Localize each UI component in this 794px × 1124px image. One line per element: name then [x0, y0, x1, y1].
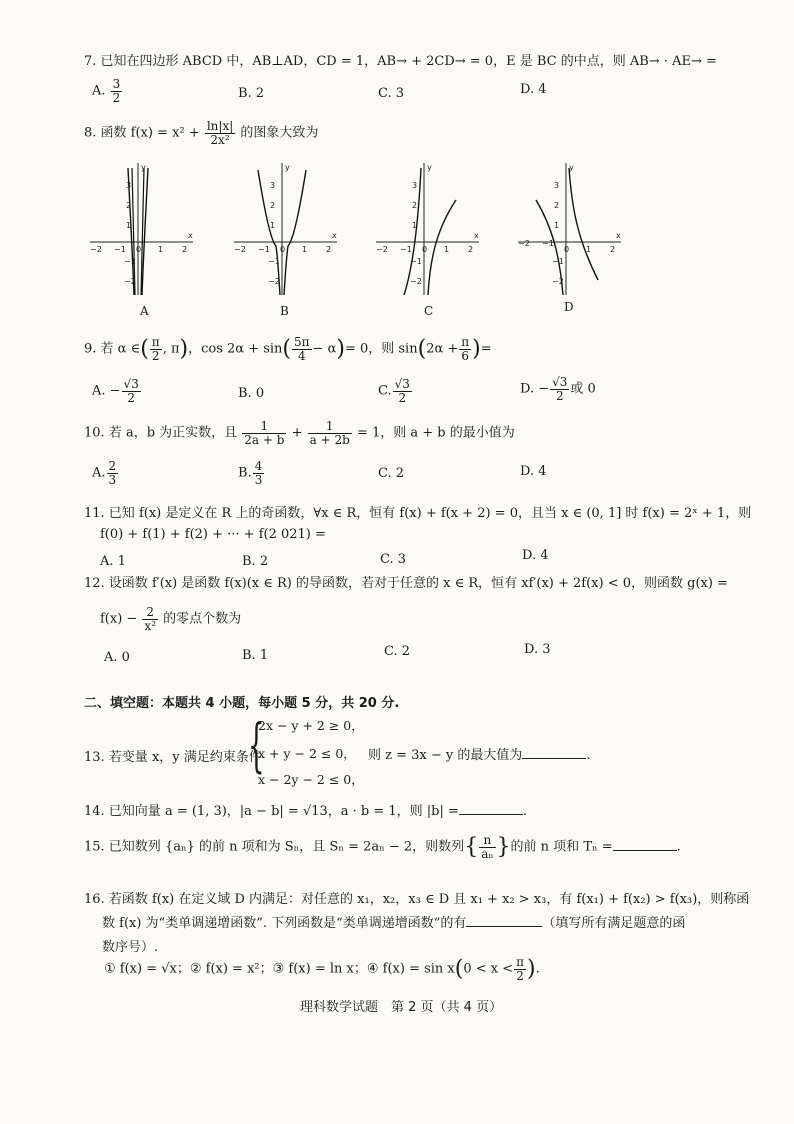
q11-option-d: D. 4	[522, 548, 549, 563]
graph-b	[232, 160, 342, 300]
fraction: $\frac{\pi}{2}$	[151, 335, 160, 363]
page-footer: 理科数学试题 第 2 页（共 4 页）	[300, 1000, 503, 1015]
svg-text:3: 3	[270, 181, 276, 190]
svg-text:2: 2	[326, 245, 332, 254]
q10-option-d: D. 4	[520, 464, 547, 479]
svg-text:x: x	[474, 231, 479, 240]
svg-text:−2: −2	[90, 245, 102, 254]
q12-option-b: B. 1	[242, 648, 269, 663]
brace-icon: {	[248, 711, 265, 779]
q8-stem: 8. 函数 f(x) = x² + $\frac{\ln|x|}{\text{2x²}}$ 的图象大致为	[84, 119, 319, 147]
svg-text:1: 1	[412, 221, 418, 230]
q11-line1: 11. 已知 f(x) 是定义在 R 上的奇函数，∀x ∈ R，恒有 f(x) + f(x + 2) = 0，且当 x ∈ (0, 1] 时 f(x) = 2ˣ + 1，则	[84, 506, 752, 521]
svg-text:y: y	[427, 163, 432, 172]
svg-text:1: 1	[126, 221, 132, 230]
svg-text:y: y	[569, 163, 574, 172]
q7-option-c: C. 3	[378, 86, 405, 101]
svg-text:2: 2	[610, 245, 616, 254]
svg-text:3: 3	[126, 181, 132, 190]
q10-option-a: A. $\frac{2}{3}$	[92, 459, 117, 487]
svg-text:x: x	[188, 231, 193, 240]
svg-text:1: 1	[586, 245, 592, 254]
q13-prefix: 13. 若变量 x，y 满足约束条件	[84, 750, 262, 765]
fraction: $\frac{4}{3}$	[254, 459, 263, 487]
svg-text:2: 2	[270, 201, 276, 210]
q12-option-c: C. 2	[384, 644, 411, 659]
q12-option-a: A. 0	[104, 650, 130, 665]
q13-constraint-2: x + y − 2 ≤ 0，	[258, 746, 356, 761]
answer-blank[interactable]	[613, 839, 677, 851]
q13-suffix: 则 z = 3x − y 的最大值为 .	[368, 748, 591, 763]
svg-text:−2: −2	[268, 277, 280, 286]
svg-text:−1: −1	[268, 257, 280, 266]
svg-text:−1: −1	[400, 245, 412, 254]
q9-stem: 9. 若 α ∈( $\frac{\pi}{2}$ , π)，cos 2α + sin( $\frac{5\pi}{4}$ − α)= 0，则 sin(2α + $\frac{\pi}{6}$ )=	[84, 335, 492, 363]
q7-stem: 7. 已知在四边形 ABCD 中，AB⊥AD，CD = 1，AB→ + 2CD→ = 0，E 是 BC 的中点，则 AB→ · AE→ =	[84, 54, 717, 69]
svg-text:−1: −1	[124, 257, 136, 266]
q10-option-c: C. 2	[378, 466, 405, 481]
svg-text:0: 0	[280, 245, 286, 254]
svg-text:0: 0	[422, 245, 428, 254]
svg-text:2: 2	[126, 201, 132, 210]
svg-text:−2: −2	[410, 277, 422, 286]
q10-option-b: B. $\frac{4}{3}$	[238, 459, 263, 487]
svg-text:1: 1	[444, 245, 450, 254]
svg-text:1: 1	[554, 221, 560, 230]
fraction: $\frac{1}{2a + b}$	[244, 419, 285, 447]
svg-text:3: 3	[554, 181, 560, 190]
svg-text:0: 0	[136, 245, 142, 254]
fraction: $\frac{2}{\text{x²}}$	[144, 605, 157, 633]
option-label: A.	[92, 83, 106, 99]
q7-option-d: D. 4	[520, 82, 547, 97]
svg-text:0: 0	[564, 245, 570, 254]
svg-text:x: x	[332, 231, 337, 240]
svg-text:−2: −2	[518, 239, 530, 248]
svg-text:1: 1	[270, 221, 276, 230]
q9-option-b: B. 0	[238, 386, 265, 401]
svg-text:3: 3	[412, 181, 418, 190]
q16-line1: 16. 若函数 f(x) 在定义域 D 内满足：对任意的 x₁，x₂，x₃ ∈ D 且 x₁ + x₂ > x₃，有 f(x₁) + f(x₂) > f(x₃)，则称函	[84, 892, 750, 907]
svg-text:x: x	[616, 231, 621, 240]
q7-option-b: B. 2	[238, 86, 265, 101]
svg-text:−2: −2	[376, 245, 388, 254]
answer-blank[interactable]	[466, 915, 542, 927]
svg-text:2: 2	[182, 245, 188, 254]
answer-blank[interactable]	[522, 747, 586, 759]
svg-text:1: 1	[302, 245, 308, 254]
fraction: $\frac{5\pi}{4}$	[294, 335, 310, 363]
graph-c-label: C	[424, 304, 434, 318]
fraction: $\frac{1}{a + 2b}$	[309, 419, 350, 447]
q7-option-a	[92, 78, 123, 104]
svg-text:1: 1	[158, 245, 164, 254]
fraction: $\frac{√3}{2}$	[552, 375, 568, 403]
svg-text:2: 2	[412, 201, 418, 210]
answer-blank[interactable]	[459, 803, 523, 815]
fraction: $\frac{√3}{2}$	[394, 377, 410, 405]
q9-option-c: C. $\frac{√3}{2}$	[378, 377, 410, 405]
svg-text:y: y	[141, 163, 146, 172]
graph-a	[88, 160, 198, 300]
fraction: $\frac{\pi}{6}$	[461, 335, 470, 363]
svg-text:y: y	[285, 163, 290, 172]
svg-text:−1: −1	[258, 245, 270, 254]
q9-option-d: D. − $\frac{√3}{2}$ 或 0	[520, 375, 596, 403]
graph-b-label: B	[280, 304, 289, 318]
q12-line1: 12. 设函数 f′(x) 是函数 f(x)(x ∈ R) 的导函数，若对于任意的 x ∈ R，恒有 xf′(x) + 2f(x) < 0，则函数 g(x) =	[84, 576, 728, 591]
q11-line2: f(0) + f(1) + f(2) + ··· + f(2 021) =	[100, 527, 326, 542]
fraction: $\frac{2}{3}$	[108, 459, 117, 487]
q11-option-c: C. 3	[380, 552, 407, 567]
q13-constraint-3: x − 2y − 2 ≤ 0，	[258, 772, 364, 787]
q12-option-d: D. 3	[524, 642, 551, 657]
q12-line2: f(x) − $\frac{2}{\text{x²}}$ 的零点个数为	[100, 605, 242, 633]
svg-text:−1: −1	[114, 245, 126, 254]
svg-text:−1: −1	[542, 239, 554, 248]
graph-a-label: A	[140, 304, 149, 318]
q10-stem: 10. 若 a，b 为正实数，且 $\frac{1}{2a + b}$ + $\frac{1}{a + 2b}$ = 1，则 a + b 的最小值为	[84, 419, 515, 447]
svg-text:2: 2	[554, 201, 560, 210]
fraction: $\frac{\ln|x|}{\text{2x²}}$	[206, 119, 234, 147]
q9-option-a: A. − $\frac{√3}{2}$	[92, 377, 139, 405]
q11-option-a: A. 1	[100, 554, 126, 569]
graph-d-label: D	[564, 300, 574, 314]
q16-line3: 数序号）.	[102, 940, 159, 955]
fraction: $\frac{\pi}{2}$	[516, 955, 525, 983]
fraction: $\frac{n}{\text{aₙ}}$	[481, 833, 494, 861]
svg-text:2: 2	[468, 245, 474, 254]
svg-text:−2: −2	[124, 277, 136, 286]
q14-stem: 14. 已知向量 a = (1, 3)，|a − b| = √13，a · b = 1，则 |b| = .	[84, 804, 528, 819]
fraction: $\frac{√3}{2}$	[123, 377, 139, 405]
svg-text:−1: −1	[410, 257, 422, 266]
fraction: $\frac{3}{2}$	[112, 77, 121, 105]
q16-line2: 数 f(x) 为“类单调递增函数”. 下列函数是“类单调递增函数”的有 （填写所有满足题意的函	[102, 916, 686, 931]
svg-text:−2: −2	[552, 277, 564, 286]
q16-line4: ① f(x) = √x；② f(x) = x²；③ f(x) = ln x；④ f(x) = sin x(0 < x < $\frac{\pi}{2}$ ).	[104, 955, 540, 983]
graph-d	[516, 160, 626, 300]
q15-stem: 15. 已知数列 {aₙ} 的前 n 项和为 Sₙ，且 Sₙ = 2aₙ − 2，则数列{ $\frac{n}{\text{aₙ}}$ }的前 n 项和 Tₙ = .	[84, 833, 681, 861]
section-heading: 二、填空题：本题共 4 小题，每小题 5 分，共 20 分.	[84, 696, 400, 711]
graph-c	[374, 160, 484, 300]
q13-constraint-1: 2x − y + 2 ≥ 0，	[258, 718, 364, 733]
q11-option-b: B. 2	[242, 554, 269, 569]
svg-text:−1: −1	[552, 257, 564, 266]
svg-text:−2: −2	[234, 245, 246, 254]
